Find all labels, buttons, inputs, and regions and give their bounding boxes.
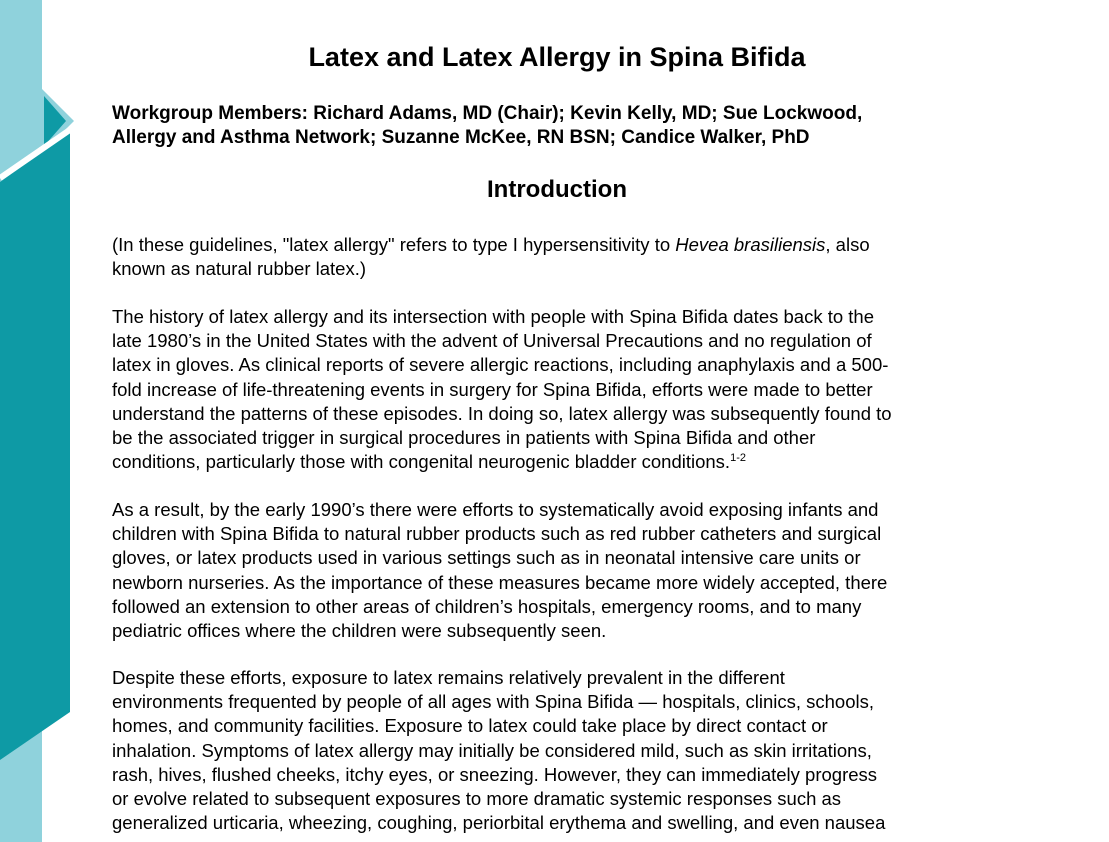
workgroup-members: [112, 102, 992, 150]
paragraph-exposure: [112, 666, 1012, 835]
paragraph-line: children with Spina Bifida to natural rubber products such as red rubber catheters and surgical: [112, 523, 882, 545]
teal-chevron-band: [0, 132, 70, 760]
document-title: Latex and Latex Allergy in Spina Bifida: [308, 42, 806, 72]
text-run: , also: [825, 234, 870, 255]
text-run: (In these guidelines, "latex allergy" refers to type I hypersensitivity to: [112, 234, 676, 255]
paragraph-line: rash, hives, flushed cheeks, itchy eyes, or sneezing. However, they can immediately progress: [112, 763, 878, 785]
paragraph-line: known as natural rubber latex.): [112, 258, 366, 280]
paragraph-history: [112, 305, 1012, 474]
paragraph-line: fold increase of life-threatening events in surgery for Spina Bifida, efforts were made to better: [112, 378, 873, 400]
paragraph-line: inhalation. Symptoms of latex allergy may initially be considered mild, such as skin irritations,: [112, 739, 872, 761]
members-line: Allergy and Asthma Network; Suzanne McKee, RN BSN; Candice Walker, PhD: [112, 127, 810, 148]
paragraph-line: pediatric offices where the children were subsequently seen.: [112, 620, 607, 642]
side-decoration: [0, 0, 80, 842]
paragraph-line: homes, and community facilities. Exposure to latex could take place by direct contact or: [112, 715, 828, 737]
paragraph-line: The history of latex allergy and its intersection with people with Spina Bifida dates back to the: [112, 306, 875, 327]
paragraph-avoidance: [112, 498, 1012, 643]
paragraph-definition: [112, 233, 1012, 281]
paragraph-line: late 1980’s in the United States with the advent of Universal Precautions and no regulation of: [112, 330, 872, 352]
paragraph-line: environments frequented by people of all ages with Spina Bifida — hospitals, clinics, schools,: [112, 691, 875, 713]
paragraph-line: understand the patterns of these episodes. In doing so, latex allergy was subsequently found to: [112, 402, 892, 424]
italic-species-name: Hevea brasiliensis: [675, 234, 826, 255]
paragraph-line: latex in gloves. As clinical reports of severe allergic reactions, including anaphylaxis and a 500-: [112, 354, 889, 376]
paragraph-line: gloves, or latex products used in various settings such as in neonatal intensive care units or: [112, 547, 861, 569]
paragraph-line: newborn nurseries. As the importance of these measures became more widely accepted, there: [112, 571, 888, 593]
paragraph-line: Despite these efforts, exposure to latex remains relatively prevalent in the different: [112, 667, 785, 688]
reference-superscript: 1-2: [730, 452, 746, 465]
paragraph-line: be the associated trigger in surgical procedures in patients with Spina Bifida and other: [112, 427, 816, 449]
paragraph-line: followed an extension to other areas of children’s hospitals, emergency rooms, and to many: [112, 595, 862, 617]
paragraph-line: [112, 450, 1012, 474]
text-run: conditions, particularly those with congenital neurogenic bladder conditions.: [112, 451, 731, 473]
paragraph-line: or evolve related to subsequent exposures to more dramatic systemic responses such as: [112, 788, 842, 810]
paragraph-line: generalized urticaria, wheezing, coughing, periorbital erythema and swelling, and even nausea: [112, 812, 886, 834]
paragraph-line: [112, 233, 1012, 257]
section-heading-introduction: Introduction: [487, 176, 627, 203]
paragraph-line: As a result, by the early 1990’s there were efforts to systematically avoid exposing infants and: [112, 499, 879, 520]
members-line: Workgroup Members: Richard Adams, MD (Chair); Kevin Kelly, MD; Sue Lockwood,: [112, 103, 863, 124]
